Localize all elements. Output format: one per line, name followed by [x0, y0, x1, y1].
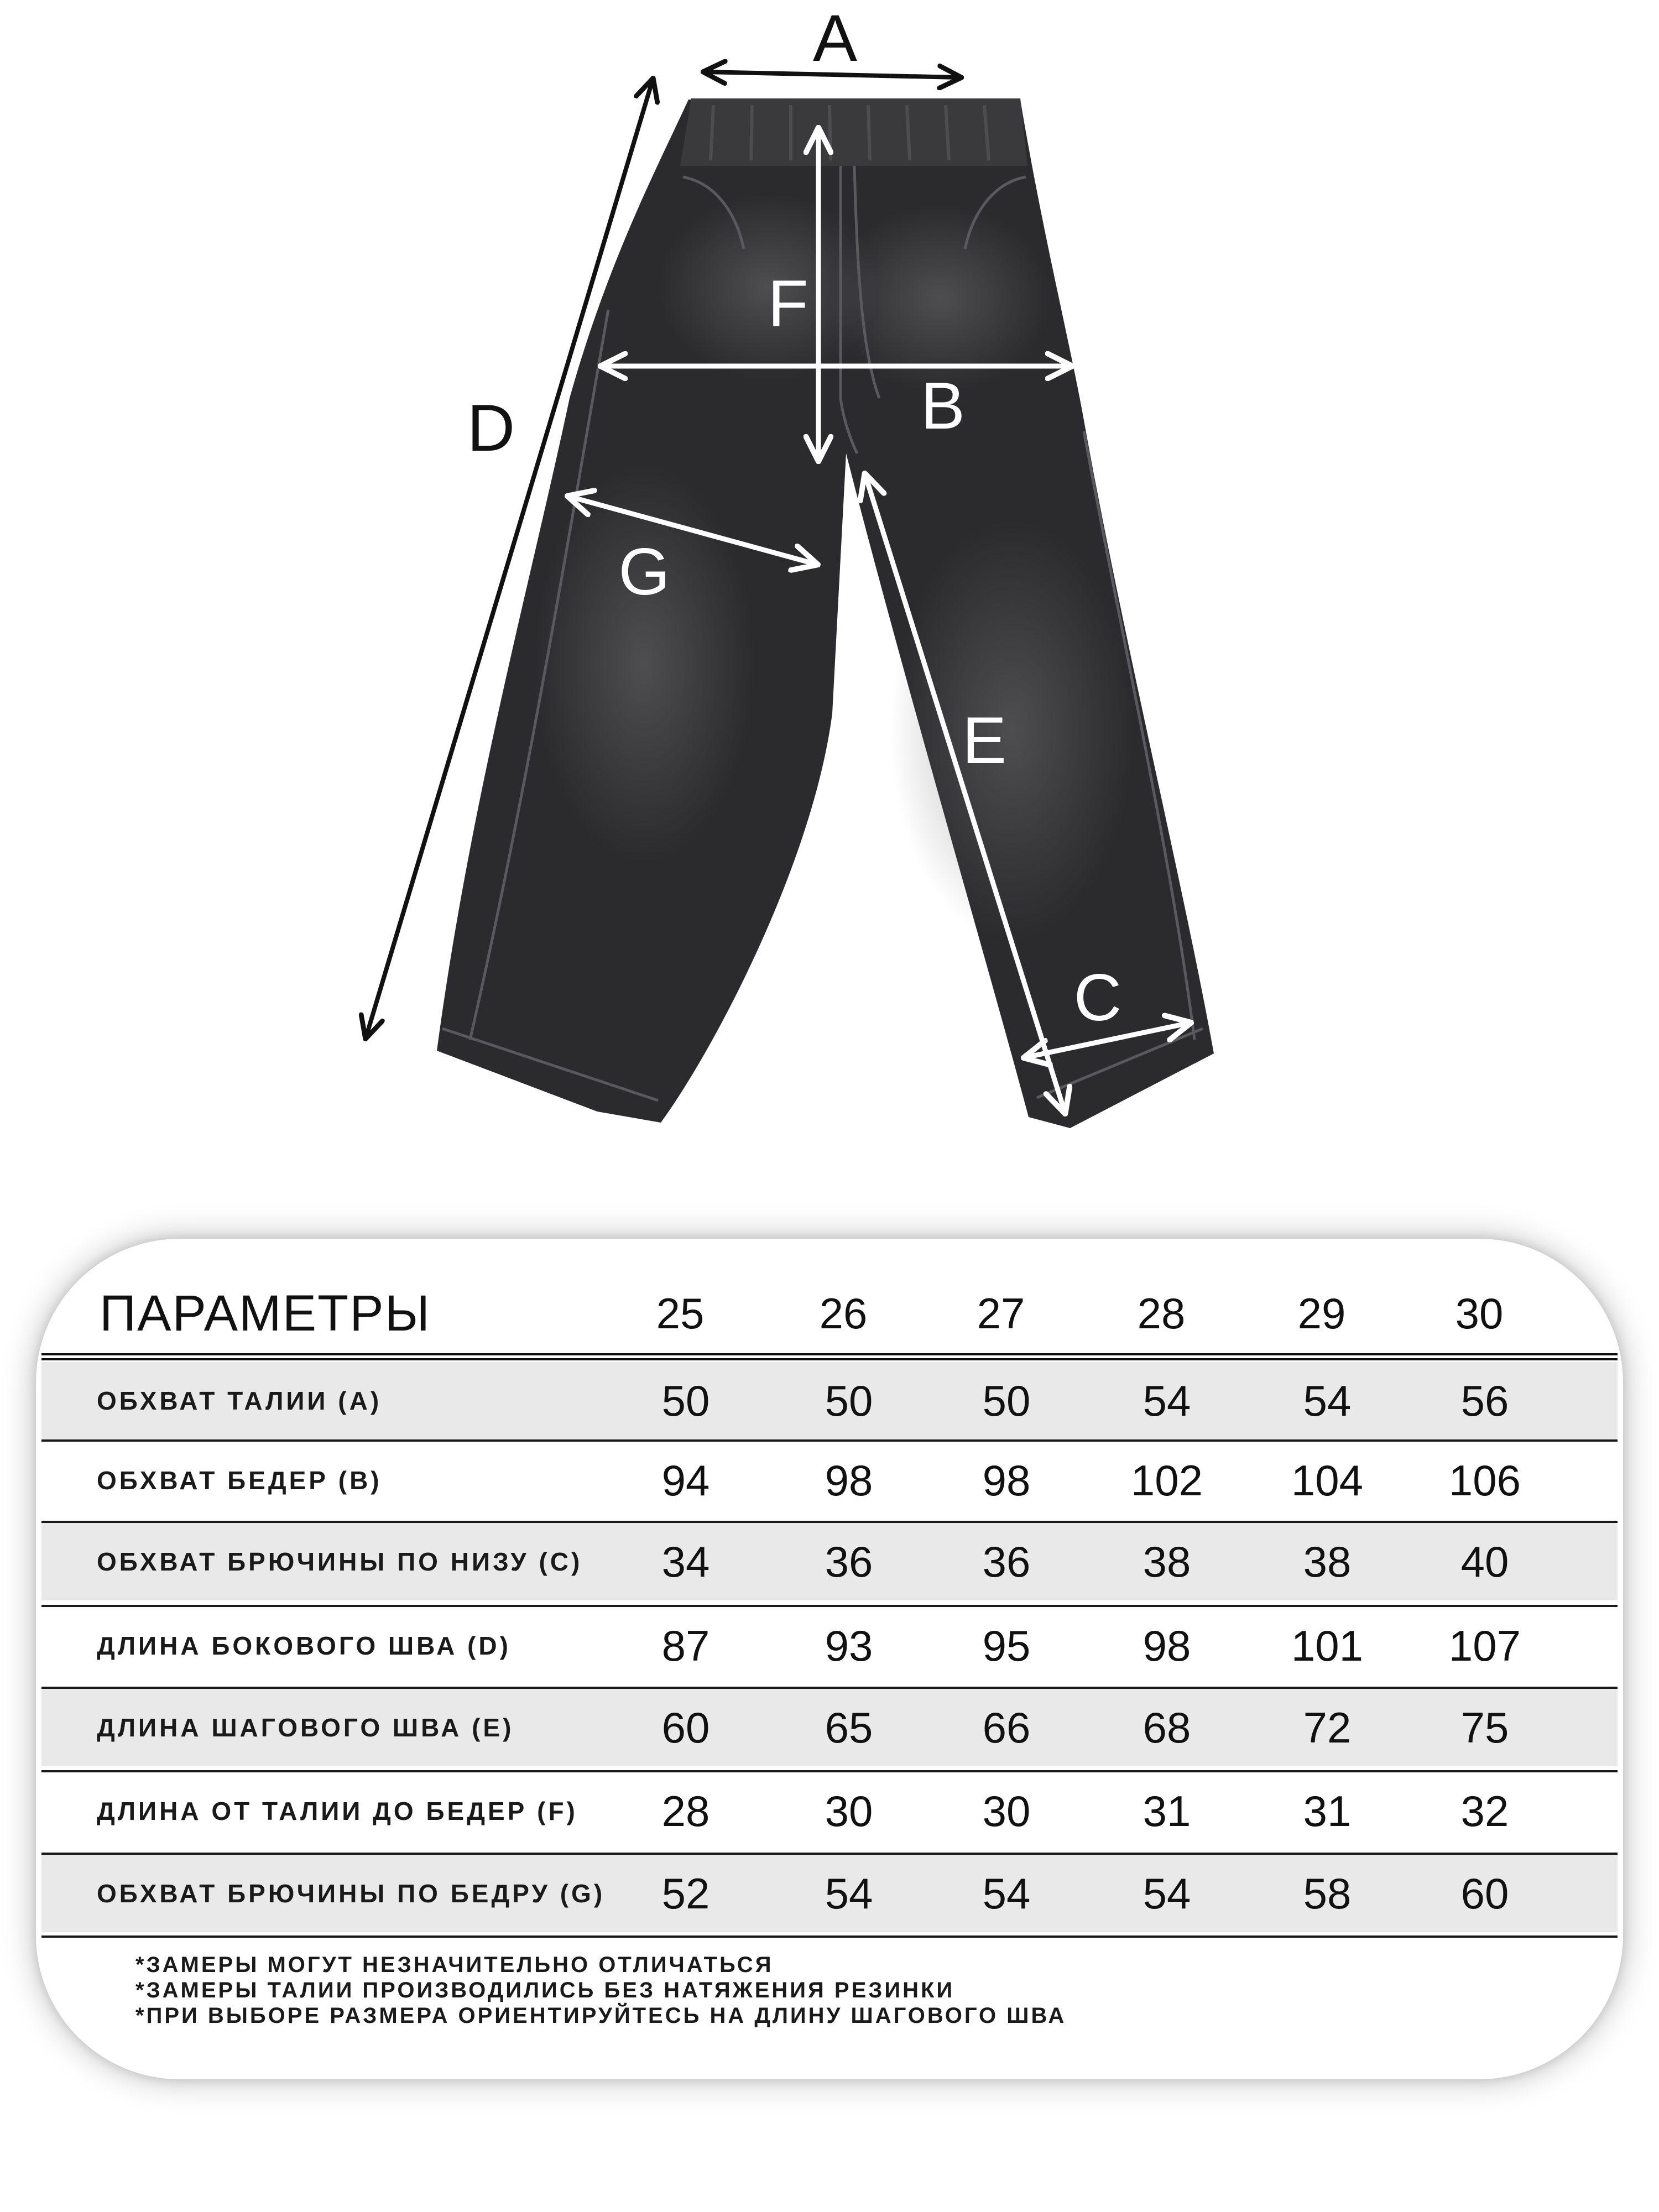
table-row	[41, 1523, 1618, 1600]
row-label: ОБХВАТ ТАЛИИ (А)	[97, 1386, 382, 1415]
label-b: B	[920, 369, 966, 443]
size-header-25: 25	[656, 1289, 705, 1338]
size-header-26: 26	[819, 1289, 868, 1338]
header-rule-top	[41, 1353, 1618, 1355]
table-cell: 54	[1142, 1376, 1191, 1425]
label-g: G	[618, 535, 670, 609]
row-label: ДЛИНА БОКОВОГО ШВА (D)	[97, 1631, 511, 1660]
size-header-30: 30	[1455, 1289, 1504, 1338]
row-label: ОБХВАТ БРЮЧИНЫ ПО НИЗУ (С)	[97, 1547, 583, 1576]
row-label: ДЛИНА ОТ ТАЛИИ ДО БЕДЕР (F)	[97, 1797, 578, 1825]
size-header-27: 27	[977, 1289, 1025, 1338]
label-f: F	[768, 267, 808, 341]
table-cell: 101	[1291, 1621, 1364, 1670]
table-cell: 50	[982, 1376, 1031, 1425]
table-cell: 106	[1448, 1456, 1521, 1505]
table-row	[41, 1689, 1618, 1766]
footnote: *ЗАМЕРЫ МОГУТ НЕЗНАЧИТЕЛЬНО ОТЛИЧАТЬСЯ	[135, 1953, 774, 1977]
table-row	[41, 1855, 1618, 1932]
table-cell: 107	[1448, 1621, 1521, 1670]
row-label: ОБХВАТ БРЮЧИНЫ ПО БЕДРУ (G)	[97, 1879, 606, 1908]
table-cell: 95	[982, 1621, 1031, 1670]
size-header-28: 28	[1137, 1289, 1186, 1338]
table-row	[41, 1772, 1618, 1850]
table-cell: 40	[1460, 1537, 1509, 1586]
table-cell: 54	[825, 1869, 873, 1918]
size-header-29: 29	[1297, 1289, 1346, 1338]
table-cell: 31	[1142, 1787, 1191, 1835]
footnote: *ПРИ ВЫБОРЕ РАЗМЕРА ОРИЕНТИРУЙТЕСЬ НА ДЛИНУ ШАГОВОГО ШВА	[135, 2004, 1067, 2028]
table-cell: 38	[1142, 1537, 1191, 1586]
table-cell: 30	[982, 1787, 1031, 1835]
table-row	[41, 1607, 1618, 1684]
table-cell: 30	[825, 1787, 873, 1835]
table-cell: 54	[982, 1869, 1031, 1918]
table-cell: 56	[1460, 1376, 1509, 1425]
table-cell: 54	[1303, 1376, 1352, 1425]
table-row	[41, 1442, 1618, 1519]
table-cell: 98	[1142, 1621, 1191, 1670]
table-cell: 75	[1460, 1703, 1509, 1752]
table-title: ПАРАМЕТРЫ	[100, 1285, 431, 1342]
header-rule-bottom	[41, 1358, 1618, 1360]
table-cell: 50	[825, 1376, 873, 1425]
table-row	[41, 1362, 1618, 1439]
footnotes	[135, 1952, 1066, 2028]
label-e: E	[962, 703, 1007, 778]
table-cell: 60	[1460, 1869, 1509, 1918]
table-cell: 60	[661, 1703, 710, 1752]
table-cell: 104	[1291, 1456, 1364, 1505]
elastic-waistband	[680, 98, 1027, 166]
table-cell: 54	[1142, 1869, 1191, 1918]
table-cell: 94	[661, 1456, 710, 1505]
table-cell: 50	[661, 1376, 710, 1425]
fade-right-thigh	[890, 520, 1134, 940]
label-c: C	[1073, 961, 1122, 1035]
label-a: A	[812, 1, 858, 75]
table-cell: 32	[1460, 1787, 1509, 1835]
footnote: *ЗАМЕРЫ ТАЛИИ ПРОИЗВОДИЛИСЬ БЕЗ НАТЯЖЕНИЯ РЕЗИНКИ	[135, 1978, 955, 2002]
table-cell: 68	[1142, 1703, 1191, 1752]
table-cell: 102	[1130, 1456, 1203, 1505]
table-cell: 38	[1303, 1537, 1352, 1586]
table-cell: 66	[982, 1703, 1031, 1752]
table-cell: 36	[982, 1537, 1031, 1586]
row-divider	[41, 1936, 1618, 1938]
label-d: D	[467, 391, 515, 465]
table-cell: 52	[661, 1869, 710, 1918]
row-label: ОБХВАТ БЕДЕР (В)	[97, 1466, 382, 1495]
table-cell: 98	[825, 1456, 873, 1505]
row-label: ДЛИНА ШАГОВОГО ШВА (Е)	[97, 1713, 514, 1742]
table-cell: 93	[825, 1621, 873, 1670]
table-cell: 58	[1303, 1869, 1352, 1918]
table-cell: 28	[661, 1787, 710, 1835]
fade-left-thigh	[534, 465, 755, 863]
table-cell: 31	[1303, 1787, 1352, 1835]
table-cell: 36	[825, 1537, 873, 1586]
table-cell: 65	[825, 1703, 873, 1752]
table-cell: 87	[661, 1621, 710, 1670]
table-cell: 98	[982, 1456, 1031, 1505]
table-cell: 34	[661, 1537, 710, 1586]
table-cell: 72	[1303, 1703, 1352, 1752]
